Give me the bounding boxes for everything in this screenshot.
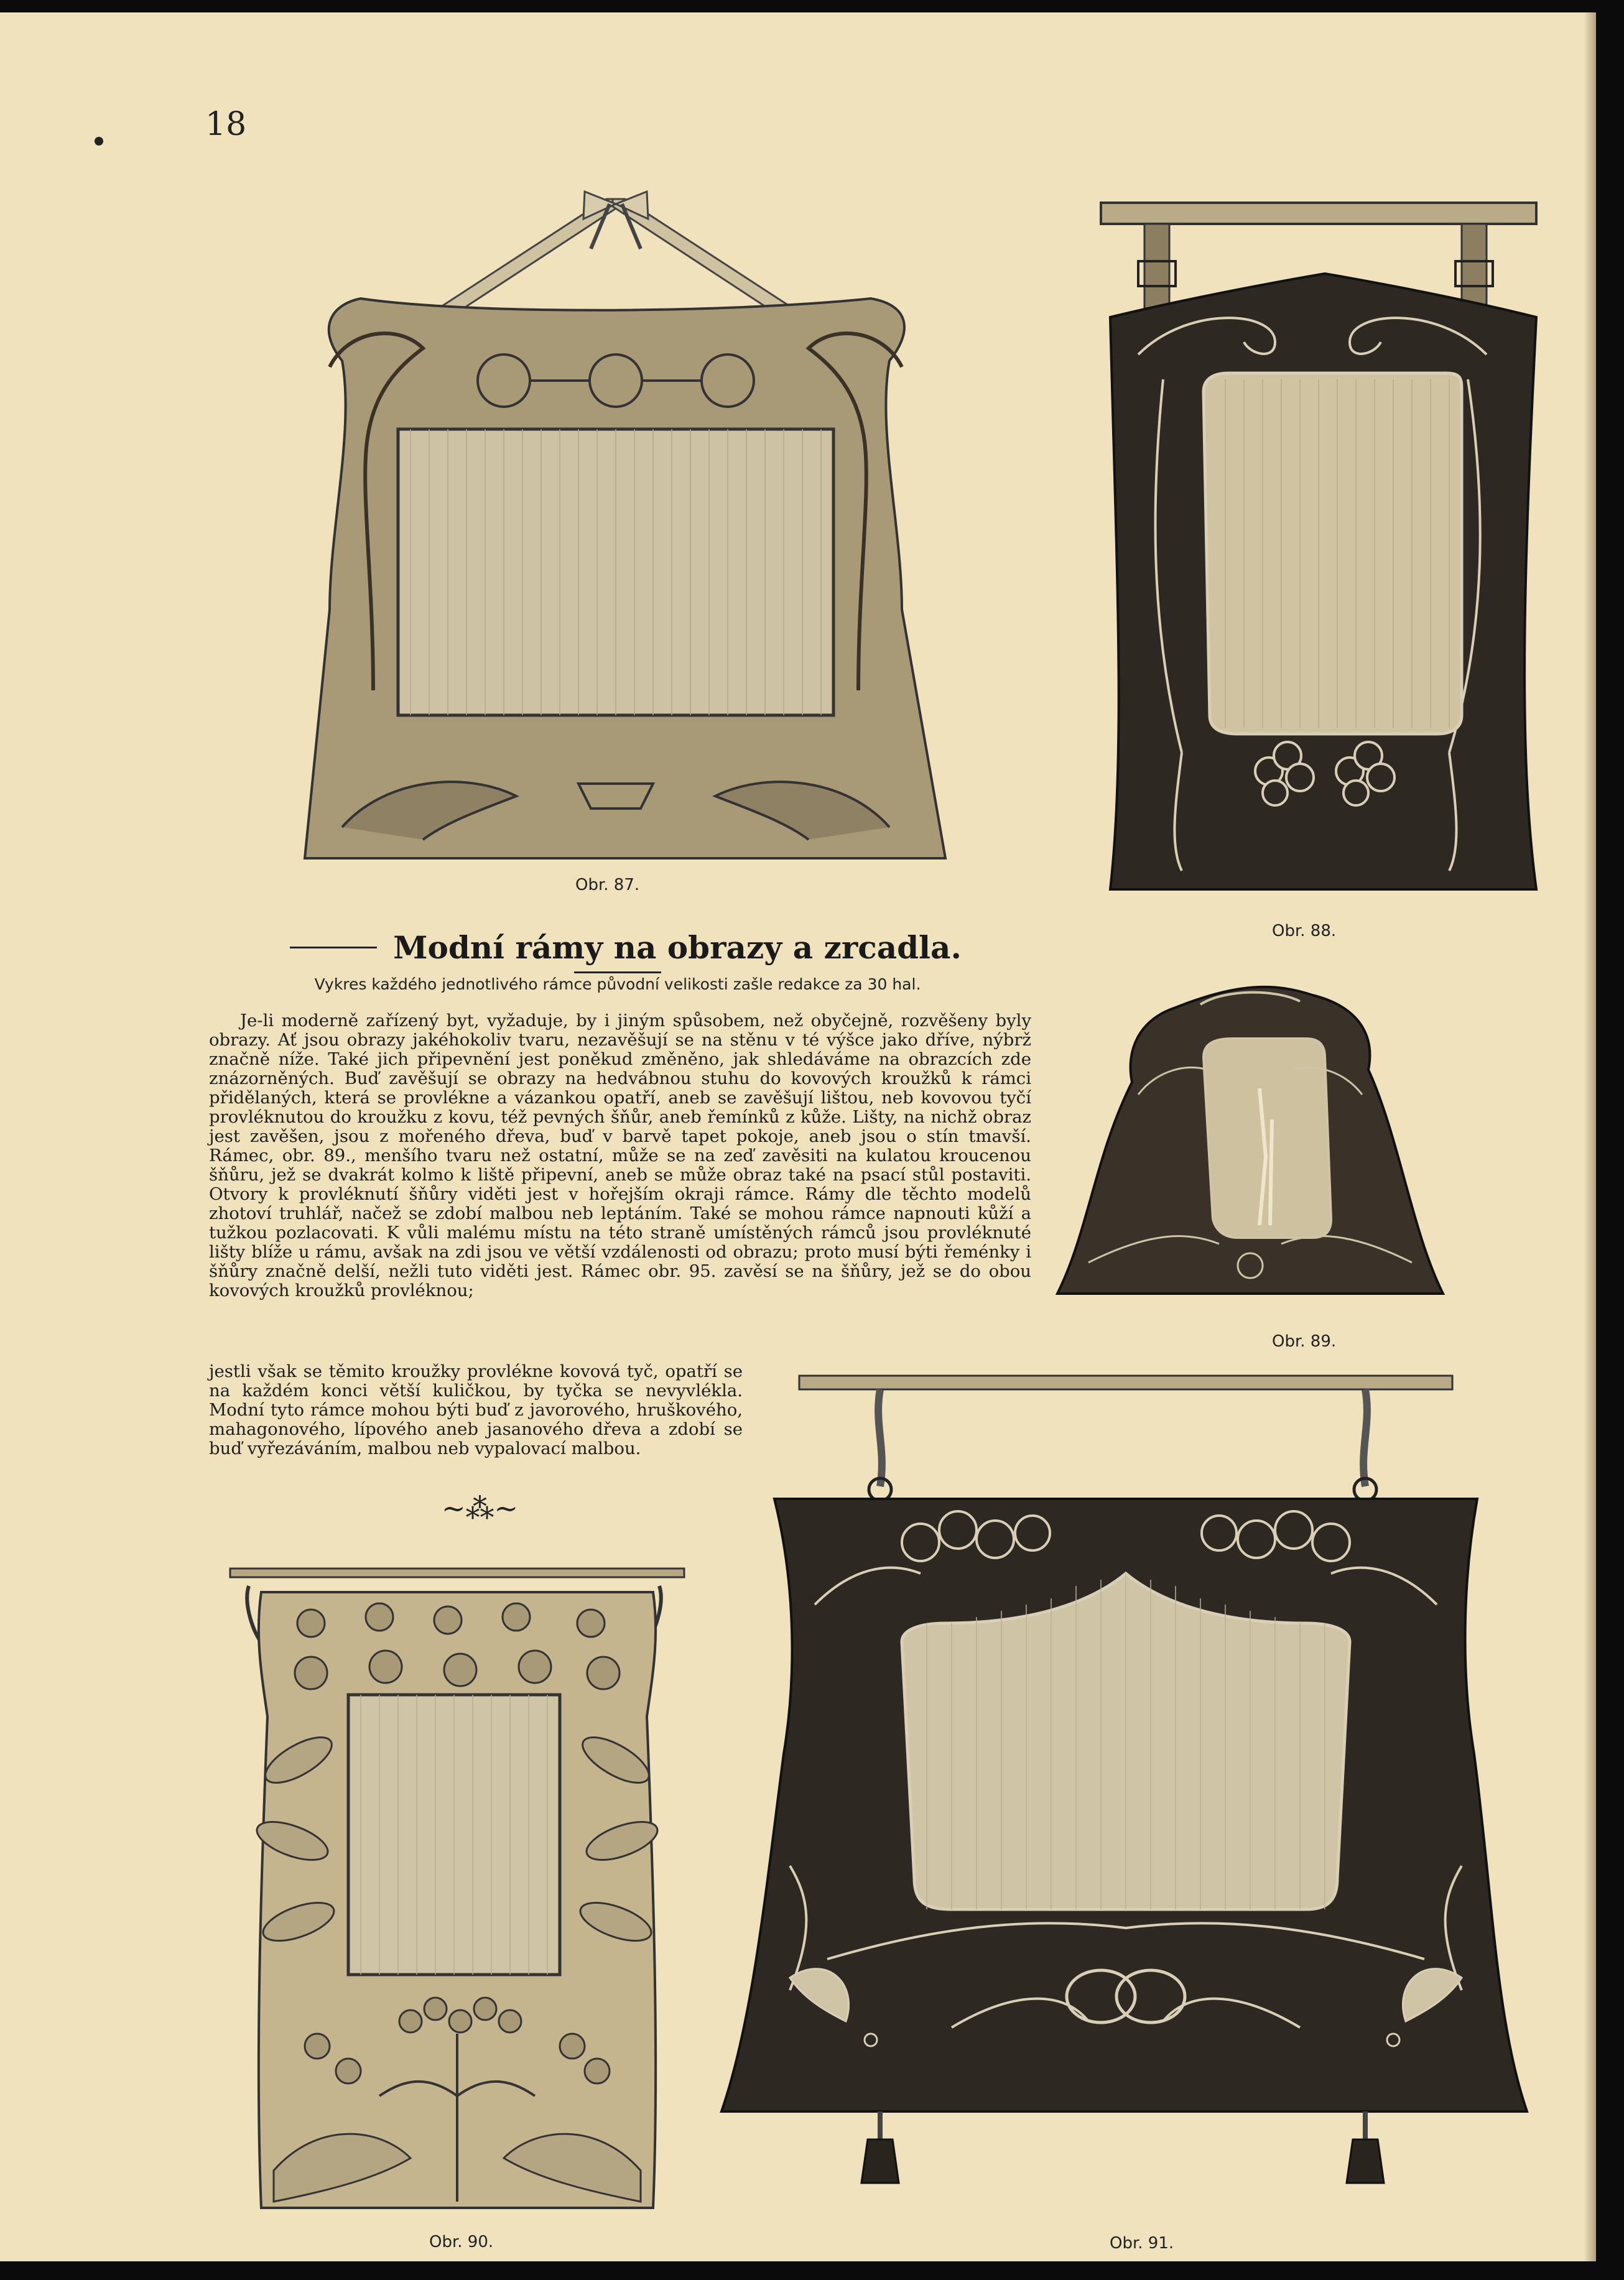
figure-87-caption: Obr. 87.: [575, 876, 640, 894]
figure-89-illustration: [1051, 970, 1449, 1306]
article-title: Modní rámy na obrazy a zrcadla.: [393, 929, 962, 966]
figure-91-illustration: [715, 1368, 1536, 2202]
title-rule-right: [574, 971, 661, 973]
figure-91-caption: Obr. 91.: [1110, 2234, 1174, 2253]
figure-88-caption: Obr. 88.: [1272, 922, 1337, 940]
figure-88-illustration: [1088, 193, 1549, 902]
article-subtitle: Vykres každého jednotlivého rámce původní velikosti zašle redakce za 30 hal.: [314, 975, 921, 993]
figure-90-caption: Obr. 90.: [429, 2233, 494, 2251]
figure-89-caption: Obr. 89.: [1272, 1332, 1337, 1351]
article-heading: [254, 929, 981, 978]
title-rule-left: [290, 947, 377, 948]
page: [0, 12, 1596, 2261]
margin-dot: [95, 137, 103, 146]
article-paragraph-1: Je-li moderně zařízený byt, vyžaduje, by i jiným spůsobem, než obyčejně, rozvěšeny byly obrazy. Ať jsou obrazy jakéhokoliv tvaru, nezavěšují se na stěnu v té výšce jako dříve, nýbrž značně níže. Také jich připevnění jest poněkud změněno, jak shledáváme na obrazcích zde znázorněných. Buď zavěšují se obrazy na hedvábnou stuhu do kovových kroužků k rámci přidělaných, která se provlékne a vázankou opatří, aneb se zavěšují lištou, neb kovovou tyčí provléknutou do kroužku z kovu, též pevných šňůr, aneb řemínků z kůže. Lišty, na nichž obraz jest zavěšen, jsou z mořeného dřeva, buď v barvě tapet pokoje, aneb jsou o stín tmavší. Rámec, obr. 89., menšího tvaru než ostatní, může se na zeď zavěsiti na kulatou kroucenou šňůru, jež se dvakrát kolmo k liště připevní, aneb se může obraz také na psací stůl postaviti. Otvory k provléknutí šňůry viděti jest v hořejším okraji rámce. Rámy dle těchto modelů zhotoví truhlář, načež se zdobí malbou neb leptáním. Také se mohou rámce napnouti kůží a tužkou pozlacovati. K vůli malému místu na této straně umístěných rámců jsou provléknuté lišty blíže u rámu, avšak na zdi jsou ve větší vzdálenosti od obrazu; proto musí býti řeménky i šňůry značně delší, nežli tuto viděti jest. Rámec obr. 95. zavěsí se na šňůry, jež se do obou kovových kroužků provléknou;: [209, 1011, 1031, 1300]
article-paragraph-2: jestli však se těmito kroužky provlékne kovová tyč, opatří se na každém konci větší kuličkou, by tyčka se nevyvlékla. Modní tyto rámce mohou býti buď z javorového, hruškového, mahagonového, lípového aneb jasanového dřeva a zdobí se buď vyřezáváním, malbou neb vypalovací malbou.: [209, 1361, 743, 1458]
ornament-icon: ~⁂~: [442, 1491, 519, 1525]
figure-87-illustration: [280, 180, 952, 864]
figure-90-illustration: [224, 1561, 690, 2220]
page-number: 18: [205, 106, 247, 143]
